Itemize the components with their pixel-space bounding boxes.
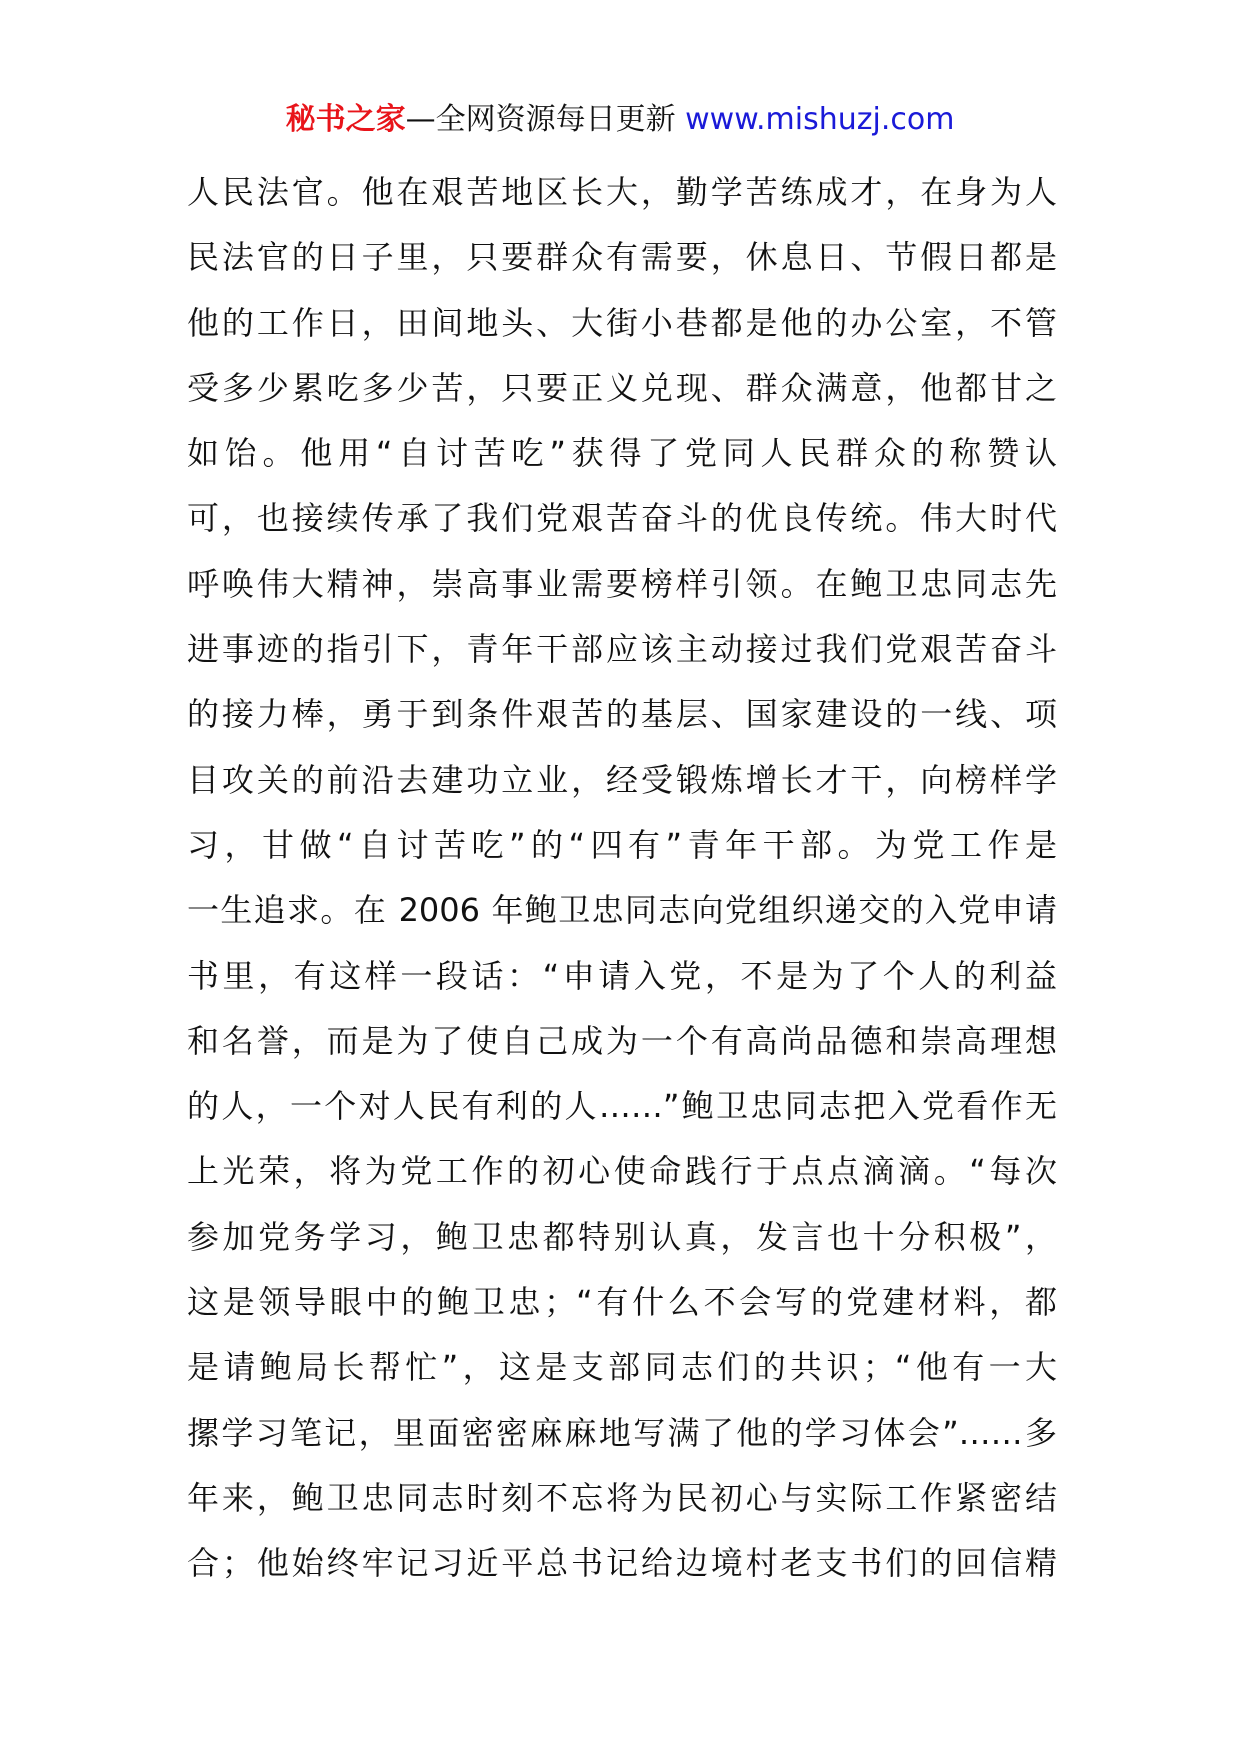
body-line: 书里，有这样一段话：“申请入党，不是为了个人的利益 [187, 956, 1057, 995]
body-line: 进事迹的指引下，青年干部应该主动接过我们党艰苦奋斗 [187, 630, 1057, 669]
body-line: 呼唤伟大精神，崇高事业需要榜样引领。在鲍卫忠同志先 [187, 564, 1057, 603]
body-line: 习，甘做“自讨苦吃”的“四有”青年干部。为党工作是 [187, 825, 1057, 864]
header-tagline: —全网资源每日更新 [405, 102, 686, 137]
body-line: 如饴。他用“自讨苦吃”获得了党同人民群众的称赞认 [187, 434, 1057, 473]
document-body [187, 160, 1057, 1597]
body-line: 可，也接续传承了我们党艰苦奋斗的优良传统。伟大时代 [187, 499, 1057, 538]
body-line: 是请鲍局长帮忙”，这是支部同志们的共识；“他有一大 [187, 1348, 1057, 1387]
body-line: 年来，鲍卫忠同志时刻不忘将为民初心与实际工作紧密结 [187, 1478, 1057, 1517]
body-line: 受多少累吃多少苦，只要正义兑现、群众满意，他都甘之 [187, 368, 1057, 407]
body-line: 合；他始终牢记习近平总书记给边境村老支书们的回信精 [187, 1544, 1057, 1583]
body-line: 参加党务学习，鲍卫忠都特别认真，发言也十分积极”， [187, 1217, 1057, 1256]
body-line: 的人，一个对人民有利的人……”鲍卫忠同志把入党看作无 [187, 1087, 1057, 1126]
body-line: 他的工作日，田间地头、大街小巷都是他的办公室，不管 [187, 303, 1057, 342]
body-line: 摞学习笔记，里面密密麻麻地写满了他的学习体会”……多 [187, 1413, 1057, 1452]
body-line: 目攻关的前沿去建功立业，经受锻炼增长才干，向榜样学 [187, 760, 1057, 799]
body-line: 人民法官。他在艰苦地区长大，勤学苦练成才，在身为人 [187, 173, 1057, 211]
site-url-link[interactable]: www.mishuzj.com [685, 102, 955, 137]
body-line: 的接力棒，勇于到条件艰苦的基层、国家建设的一线、项 [187, 695, 1057, 734]
body-line: 这是领导眼中的鲍卫忠；“有什么不会写的党建材料，都 [187, 1283, 1057, 1322]
body-line: 一生追求。在 2006 年鲍卫忠同志向党组织递交的入党申请 [187, 891, 1057, 930]
brand-name: 秘书之家 [285, 102, 406, 137]
body-line: 民法官的日子里，只要群众有需要，休息日、节假日都是 [187, 238, 1057, 277]
body-line: 上光荣，将为党工作的初心使命践行于点点滴滴。“每次 [187, 1152, 1057, 1191]
page-header [0, 100, 1240, 140]
body-line: 和名誉，而是为了使自己成为一个有高尚品德和崇高理想 [187, 1021, 1057, 1060]
